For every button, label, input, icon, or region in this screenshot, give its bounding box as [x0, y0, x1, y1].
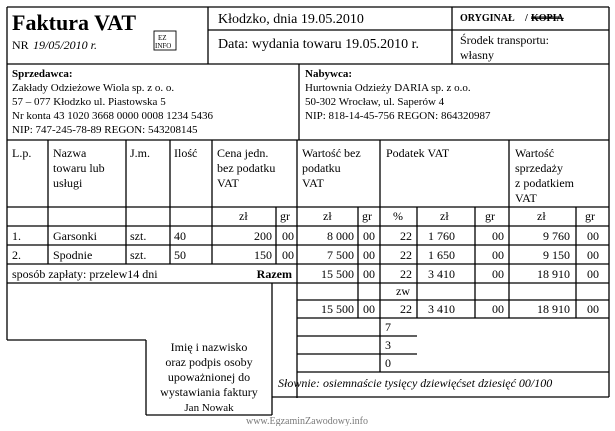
signer-name: Jan Nowak — [184, 402, 234, 414]
svg-text:3 410: 3 410 — [428, 267, 455, 281]
svg-text:00: 00 — [492, 248, 504, 262]
signature-line-4: wystawiania faktury — [160, 385, 258, 399]
svg-text:9 760: 9 760 — [543, 229, 570, 243]
transport-value: własny — [460, 48, 494, 62]
svg-text:3 410: 3 410 — [428, 302, 455, 316]
svg-text:00: 00 — [492, 229, 504, 243]
svg-text:50: 50 — [174, 248, 186, 262]
svg-text:22: 22 — [400, 248, 412, 262]
svg-text:22: 22 — [400, 267, 412, 281]
svg-text:00: 00 — [363, 302, 375, 316]
seller-address: 57 – 077 Kłodzko ul. Piastowska 5 — [12, 96, 166, 108]
unit-gross-gr: gr — [585, 209, 595, 223]
amount-in-words: Słownie: osiemnaście tysięcy dziewięćset dziesięć 00/100 — [278, 376, 553, 390]
buyer-address: 50-302 Wrocław, ul. Saperów 4 — [305, 96, 445, 108]
header-gross-3: z podatkiem — [515, 176, 574, 190]
signature-line-1: Imię i nazwisko — [170, 340, 248, 354]
header-lp: L.p. — [12, 146, 32, 160]
total-label: Razem — [256, 267, 292, 281]
svg-text:00: 00 — [363, 248, 375, 262]
signature-line-3: upoważnionej do — [167, 370, 251, 384]
svg-text:Garsonki: Garsonki — [53, 229, 97, 243]
unit-pct: % — [393, 209, 403, 223]
svg-text:22: 22 — [400, 302, 412, 316]
svg-text:00: 00 — [492, 302, 504, 316]
invoice-title: Faktura VAT — [12, 10, 137, 35]
svg-text:22: 22 — [400, 229, 412, 243]
label-separator: / — [525, 13, 528, 24]
header-gross-4: VAT — [515, 191, 537, 205]
original-label: ORYGINAŁ — [460, 13, 515, 24]
buyer-label: Nabywca: — [305, 68, 353, 80]
summary-row — [321, 302, 599, 316]
svg-text:1.: 1. — [12, 229, 21, 243]
seller-account: Nr konta 43 1020 3668 0000 0008 1234 5436 — [12, 110, 214, 122]
header-tax: Podatek VAT — [386, 146, 450, 160]
rate-7: 7 — [385, 320, 391, 334]
svg-text:00: 00 — [363, 229, 375, 243]
copy-label: KOPIA — [531, 13, 564, 24]
svg-text:150: 150 — [254, 248, 272, 262]
unit-tax-gr: gr — [485, 209, 495, 223]
header-name-2: towaru lub — [53, 161, 105, 175]
svg-text:8 000: 8 000 — [327, 229, 354, 243]
svg-text:00: 00 — [587, 248, 599, 262]
svg-text:00: 00 — [363, 267, 375, 281]
rate-0: 0 — [385, 356, 391, 370]
invoice-number-label: NR — [12, 38, 29, 52]
unit-net-gr: gr — [362, 209, 372, 223]
header-net-2: podatku — [302, 161, 341, 175]
svg-text:7 500: 7 500 — [327, 248, 354, 262]
unit-price-zl: zł — [239, 209, 248, 223]
svg-text:00: 00 — [587, 267, 599, 281]
svg-text:EZ: EZ — [158, 34, 167, 42]
header-qty: Ilość — [174, 146, 198, 160]
header-name-3: usługi — [53, 176, 83, 190]
header-jm: J.m. — [130, 146, 151, 160]
header-price-3: VAT — [217, 176, 239, 190]
svg-text:1 650: 1 650 — [428, 248, 455, 262]
svg-text:00: 00 — [282, 248, 294, 262]
svg-text:2.: 2. — [12, 248, 21, 262]
header-price-2: bez podatku — [217, 161, 276, 175]
buyer-ids: NIP: 818-14-45-756 REGON: 864320987 — [305, 110, 491, 122]
table-row — [12, 248, 599, 262]
rate-zw: zw — [396, 284, 410, 298]
svg-text:18 910: 18 910 — [537, 302, 570, 316]
signature-line-2: oraz podpis osoby — [165, 355, 253, 369]
watermark: www.EgzaminZawodowy.info — [245, 416, 369, 426]
unit-gross-zl: zł — [537, 209, 546, 223]
rate-3: 3 — [385, 338, 391, 352]
svg-text:200: 200 — [254, 229, 272, 243]
header-price-1: Cena jedn. — [217, 146, 269, 160]
svg-text:00: 00 — [587, 229, 599, 243]
svg-text:15 500: 15 500 — [321, 267, 354, 281]
issue-date: Data: wydania towaru 19.05.2010 r. — [218, 37, 420, 52]
payment-method: sposób zapłaty: przelew14 dni — [12, 267, 158, 281]
svg-text:40: 40 — [174, 229, 186, 243]
svg-text:00: 00 — [492, 267, 504, 281]
svg-text:18 910: 18 910 — [537, 267, 570, 281]
svg-text:15 500: 15 500 — [321, 302, 354, 316]
svg-text:szt.: szt. — [130, 229, 147, 243]
header-gross-1: Wartość — [515, 146, 555, 160]
ezinfo-stamp — [154, 31, 176, 50]
svg-text:INFO: INFO — [155, 42, 172, 50]
unit-tax-zl: zł — [440, 209, 449, 223]
unit-net-zl: zł — [323, 209, 332, 223]
svg-text:00: 00 — [282, 229, 294, 243]
header-name-1: Nazwa — [53, 146, 87, 160]
svg-text:Spodnie: Spodnie — [53, 248, 93, 262]
table-row — [12, 229, 599, 243]
svg-text:00: 00 — [587, 302, 599, 316]
header-gross-2: sprzedaży — [515, 161, 563, 175]
transport-label: Środek transportu: — [460, 33, 549, 47]
invoice-number: 19/05/2010 r. — [33, 38, 98, 52]
buyer-name: Hurtownia Odzieży DARIA sp. z o.o. — [305, 82, 471, 94]
seller-label: Sprzedawca: — [12, 68, 73, 80]
place-date: Kłodzko, dnia 19.05.2010 — [218, 12, 364, 27]
total-row — [321, 267, 599, 281]
header-net-3: VAT — [302, 176, 324, 190]
svg-text:szt.: szt. — [130, 248, 147, 262]
unit-price-gr: gr — [280, 209, 290, 223]
header-net-1: Wartość bez — [302, 146, 361, 160]
seller-ids: NIP: 747-245-78-89 REGON: 543208145 — [12, 124, 198, 136]
seller-name: Zakłady Odzieżowe Wiola sp. z o. o. — [12, 82, 175, 94]
svg-text:1 760: 1 760 — [428, 229, 455, 243]
svg-text:9 150: 9 150 — [543, 248, 570, 262]
